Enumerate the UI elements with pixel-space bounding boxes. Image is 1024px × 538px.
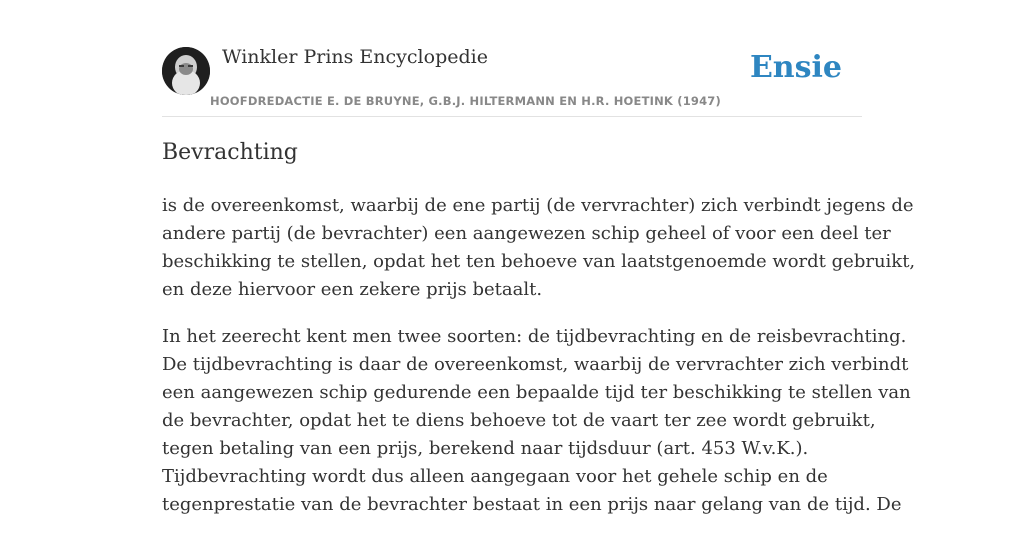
brand-logo[interactable]: Ensie <box>749 50 842 85</box>
article-body <box>162 192 916 538</box>
portrait-icon <box>162 47 210 95</box>
text-line: De tijdbevrachting is daar de overeenkomst, waarbij de vervrachter zich verbindt <box>162 354 909 375</box>
header <box>162 0 862 117</box>
avatar[interactable] <box>162 47 210 95</box>
text-line: In het zeerecht kent men twee soorten: de tijdbevrachting en de reisbevrachting. <box>162 326 907 347</box>
paragraph <box>162 192 916 304</box>
article-title: Bevrachting <box>162 140 298 165</box>
editors-line: HOOFDREDACTIE E. DE BRUYNE, G.B.J. HILTERMANN EN H.R. HOETINK (1947) <box>210 94 721 108</box>
text-line: andere partij (de bevrachter) een aangewezen schip geheel of voor een deel ter <box>162 223 891 244</box>
text-line: beschikking te stellen, opdat het ten behoeve van laatstgenoemde wordt gebruikt, <box>162 251 916 272</box>
text-line: en deze hiervoor een zekere prijs betaalt. <box>162 279 543 300</box>
page-container <box>162 0 916 515</box>
text-line: tegenprestatie van de bevrachter bestaat in een prijs naar gelang van de tijd. De <box>162 494 902 515</box>
text-line: een aangewezen schip gedurende een bepaalde tijd ter beschikking te stellen van <box>162 382 911 403</box>
text-line: tegen betaling van een prijs, berekend naar tijdsduur (art. 453 W.v.K.). <box>162 438 809 459</box>
publication-title[interactable]: Winkler Prins Encyclopedie <box>222 46 488 68</box>
paragraph <box>162 323 911 519</box>
text-line: de bevrachter, opdat het te diens behoeve tot de vaart ter zee wordt gebruikt, <box>162 410 876 431</box>
text-line: Tijdbevrachting wordt dus alleen aangegaan voor het gehele schip en de <box>162 466 828 487</box>
text-line: is de overeenkomst, waarbij de ene partij (de vervrachter) zich verbindt jegens de <box>162 195 914 216</box>
